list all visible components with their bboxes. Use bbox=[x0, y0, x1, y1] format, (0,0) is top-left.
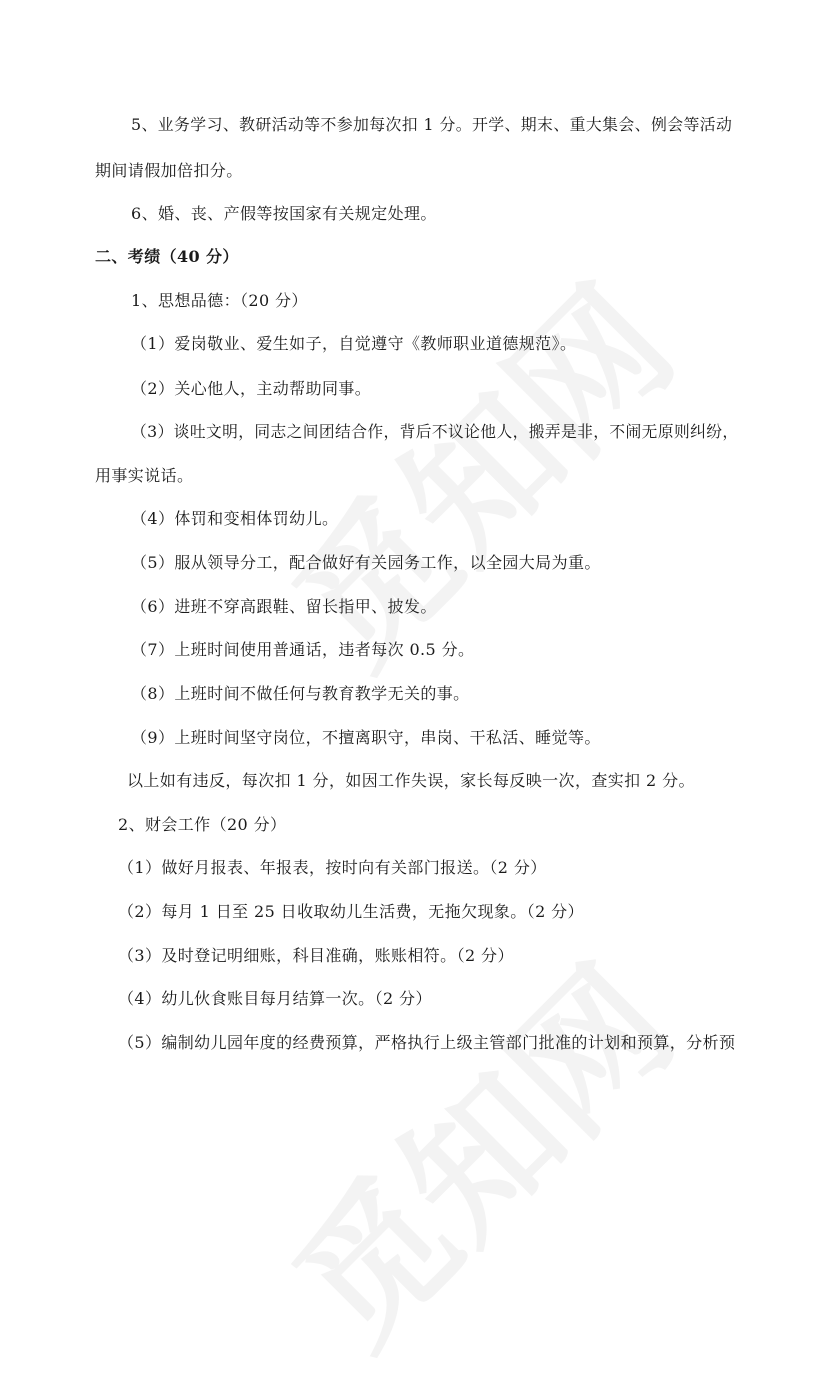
list-item: （2）关心他人，主动帮助同事。 bbox=[131, 379, 372, 398]
list-item: （1）爱岗敬业、爱生如子，自觉遵守《教师职业道德规范》。 bbox=[131, 334, 577, 353]
list-item: （4）体罚和变相体罚幼儿。 bbox=[131, 509, 339, 528]
paragraph-line: 6、婚、丧、产假等按国家有关规定处理。 bbox=[131, 204, 437, 223]
section-heading: 二、考绩（40 分） bbox=[95, 247, 239, 266]
list-item: （8）上班时间不做任何与教育教学无关的事。 bbox=[131, 684, 470, 703]
list-item: （4）幼儿伙食账目每月结算一次。（2 分） bbox=[118, 989, 432, 1008]
subsection-heading: 2、财会工作（20 分） bbox=[118, 815, 287, 834]
paragraph-line: 以上如有违反，每次扣 1 分，如因工作失误，家长每反映一次，查实扣 2 分。 bbox=[127, 771, 695, 790]
list-item: （5）编制幼儿园年度的经费预算，严格执行上级主管部门批准的计划和预算，分析预 bbox=[118, 1033, 736, 1052]
subsection-heading: 1、思想品德：（20 分） bbox=[131, 291, 308, 310]
list-item: （7）上班时间使用普通话，违者每次 0.5 分。 bbox=[131, 640, 475, 659]
list-item: （1）做好月报表、年报表，按时向有关部门报送。（2 分） bbox=[118, 858, 547, 877]
list-item: （3）谈吐文明，同志之间团结合作，背后不议论他人，搬弄是非，不闹无原则纠纷， bbox=[131, 422, 739, 441]
paragraph-line: 期间请假加倍扣分。 bbox=[95, 161, 243, 180]
watermark bbox=[240, 233, 711, 704]
watermark bbox=[240, 913, 711, 1383]
paragraph-line: 5、业务学习、教研活动等不参加每次扣 1 分。开学、期末、重大集会、例会等活动 bbox=[131, 115, 733, 134]
list-item: （2）每月 1 日至 25 日收取幼儿生活费，无拖欠现象。（2 分） bbox=[118, 902, 584, 921]
list-item: （5）服从领导分工，配合做好有关园务工作，以全园大局为重。 bbox=[131, 553, 601, 572]
list-item: （3）及时登记明细账，科目准确，账账相符。（2 分） bbox=[118, 946, 514, 965]
paragraph-line: 用事实说话。 bbox=[95, 466, 194, 485]
list-item: （9）上班时间坚守岗位，不擅离职守，串岗、干私活、睡觉等。 bbox=[131, 728, 601, 747]
list-item: （6）进班不穿高跟鞋、留长指甲、披发。 bbox=[131, 597, 437, 616]
